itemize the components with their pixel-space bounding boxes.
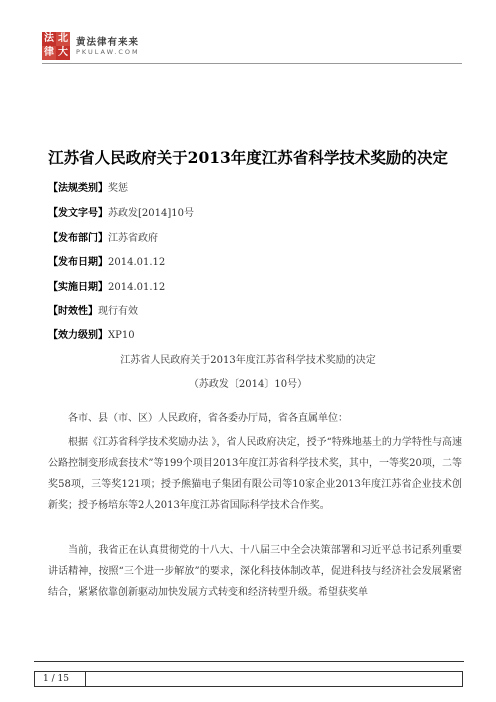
footer-divider — [34, 661, 464, 662]
meta-value: 2014.01.12 — [108, 257, 166, 268]
meta-value: XP10 — [108, 330, 135, 341]
meta-category — [48, 183, 128, 195]
meta-doc-number — [48, 208, 194, 220]
meta-label: 【时效性】 — [48, 306, 98, 317]
header-divider — [42, 63, 462, 64]
salutation: 各市、县（市、区）人民政府，省各委办厅局，省各直属单位： — [68, 413, 348, 424]
meta-label: 【效力级别】 — [48, 330, 108, 341]
meta-label: 【发布部门】 — [48, 233, 108, 244]
brand-name: 黄法律有来来 — [76, 37, 140, 48]
meta-label: 【实施日期】 — [48, 282, 108, 293]
document-title: 江苏省人民政府关于2013年度江苏省科学技术奖励的决定 — [48, 148, 448, 167]
page-number: 1 / 15 — [43, 674, 69, 684]
meta-value: 奖惩 — [108, 183, 128, 194]
meta-publish-date — [48, 257, 165, 269]
document-subtitle: 江苏省人民政府关于2013年度江苏省科学技术奖励的决定 — [120, 355, 376, 366]
site-header — [42, 30, 462, 64]
logo-char: 大 — [58, 47, 68, 58]
meta-label: 【发布日期】 — [48, 257, 108, 268]
meta-label: 【发文字号】 — [48, 208, 108, 219]
meta-level — [48, 330, 135, 342]
footer-cell-divider — [85, 672, 86, 686]
meta-department — [48, 233, 158, 245]
body-paragraph: 当前，我省正在认真贯彻党的十八大、十八届三中全会决策部署和习近平总书记系列重要讲话精神，按照“三个进一步解放”的要求，深化科技体制改革，促进科技与经济社会发展紧密结合，紧紧依靠创新驱动加快发展方式转变和经济转型升级。希望获奖单 — [48, 545, 462, 598]
meta-label: 【法规类别】 — [48, 183, 108, 194]
page-footer — [34, 671, 463, 687]
meta-value: 现行有效 — [98, 306, 138, 317]
pkulaw-logo-icon — [42, 32, 70, 60]
meta-effective-date — [48, 282, 165, 294]
meta-value: 江苏省政府 — [108, 233, 158, 244]
logo-char: 法 — [44, 33, 54, 44]
logo-char: 律 — [44, 47, 54, 58]
document-number: （苏政发〔2014〕10号） — [188, 379, 308, 390]
brand-url: PKULAW.COM — [76, 48, 140, 56]
body-paragraph: 根据《江苏省科学技术奖励办法 》，省人民政府决定，授予“特殊地基土的力学特性与高速公路控制变形成套技术”等199个项目2013年度江苏省科学技术奖，其中，一等奖20项，二等奖58项，三等奖121项；授予熊猫电子集团有限公司等10家企业2013年度江苏省企业技术创新奖；授予杨培东等2人2013年度江苏省国际科学技术合作奖。 — [48, 437, 462, 511]
meta-value: 2014.01.12 — [108, 282, 166, 293]
meta-value: 苏政发[2014]10号 — [108, 208, 194, 219]
meta-validity — [48, 306, 138, 318]
logo-char: 北 — [58, 33, 68, 44]
